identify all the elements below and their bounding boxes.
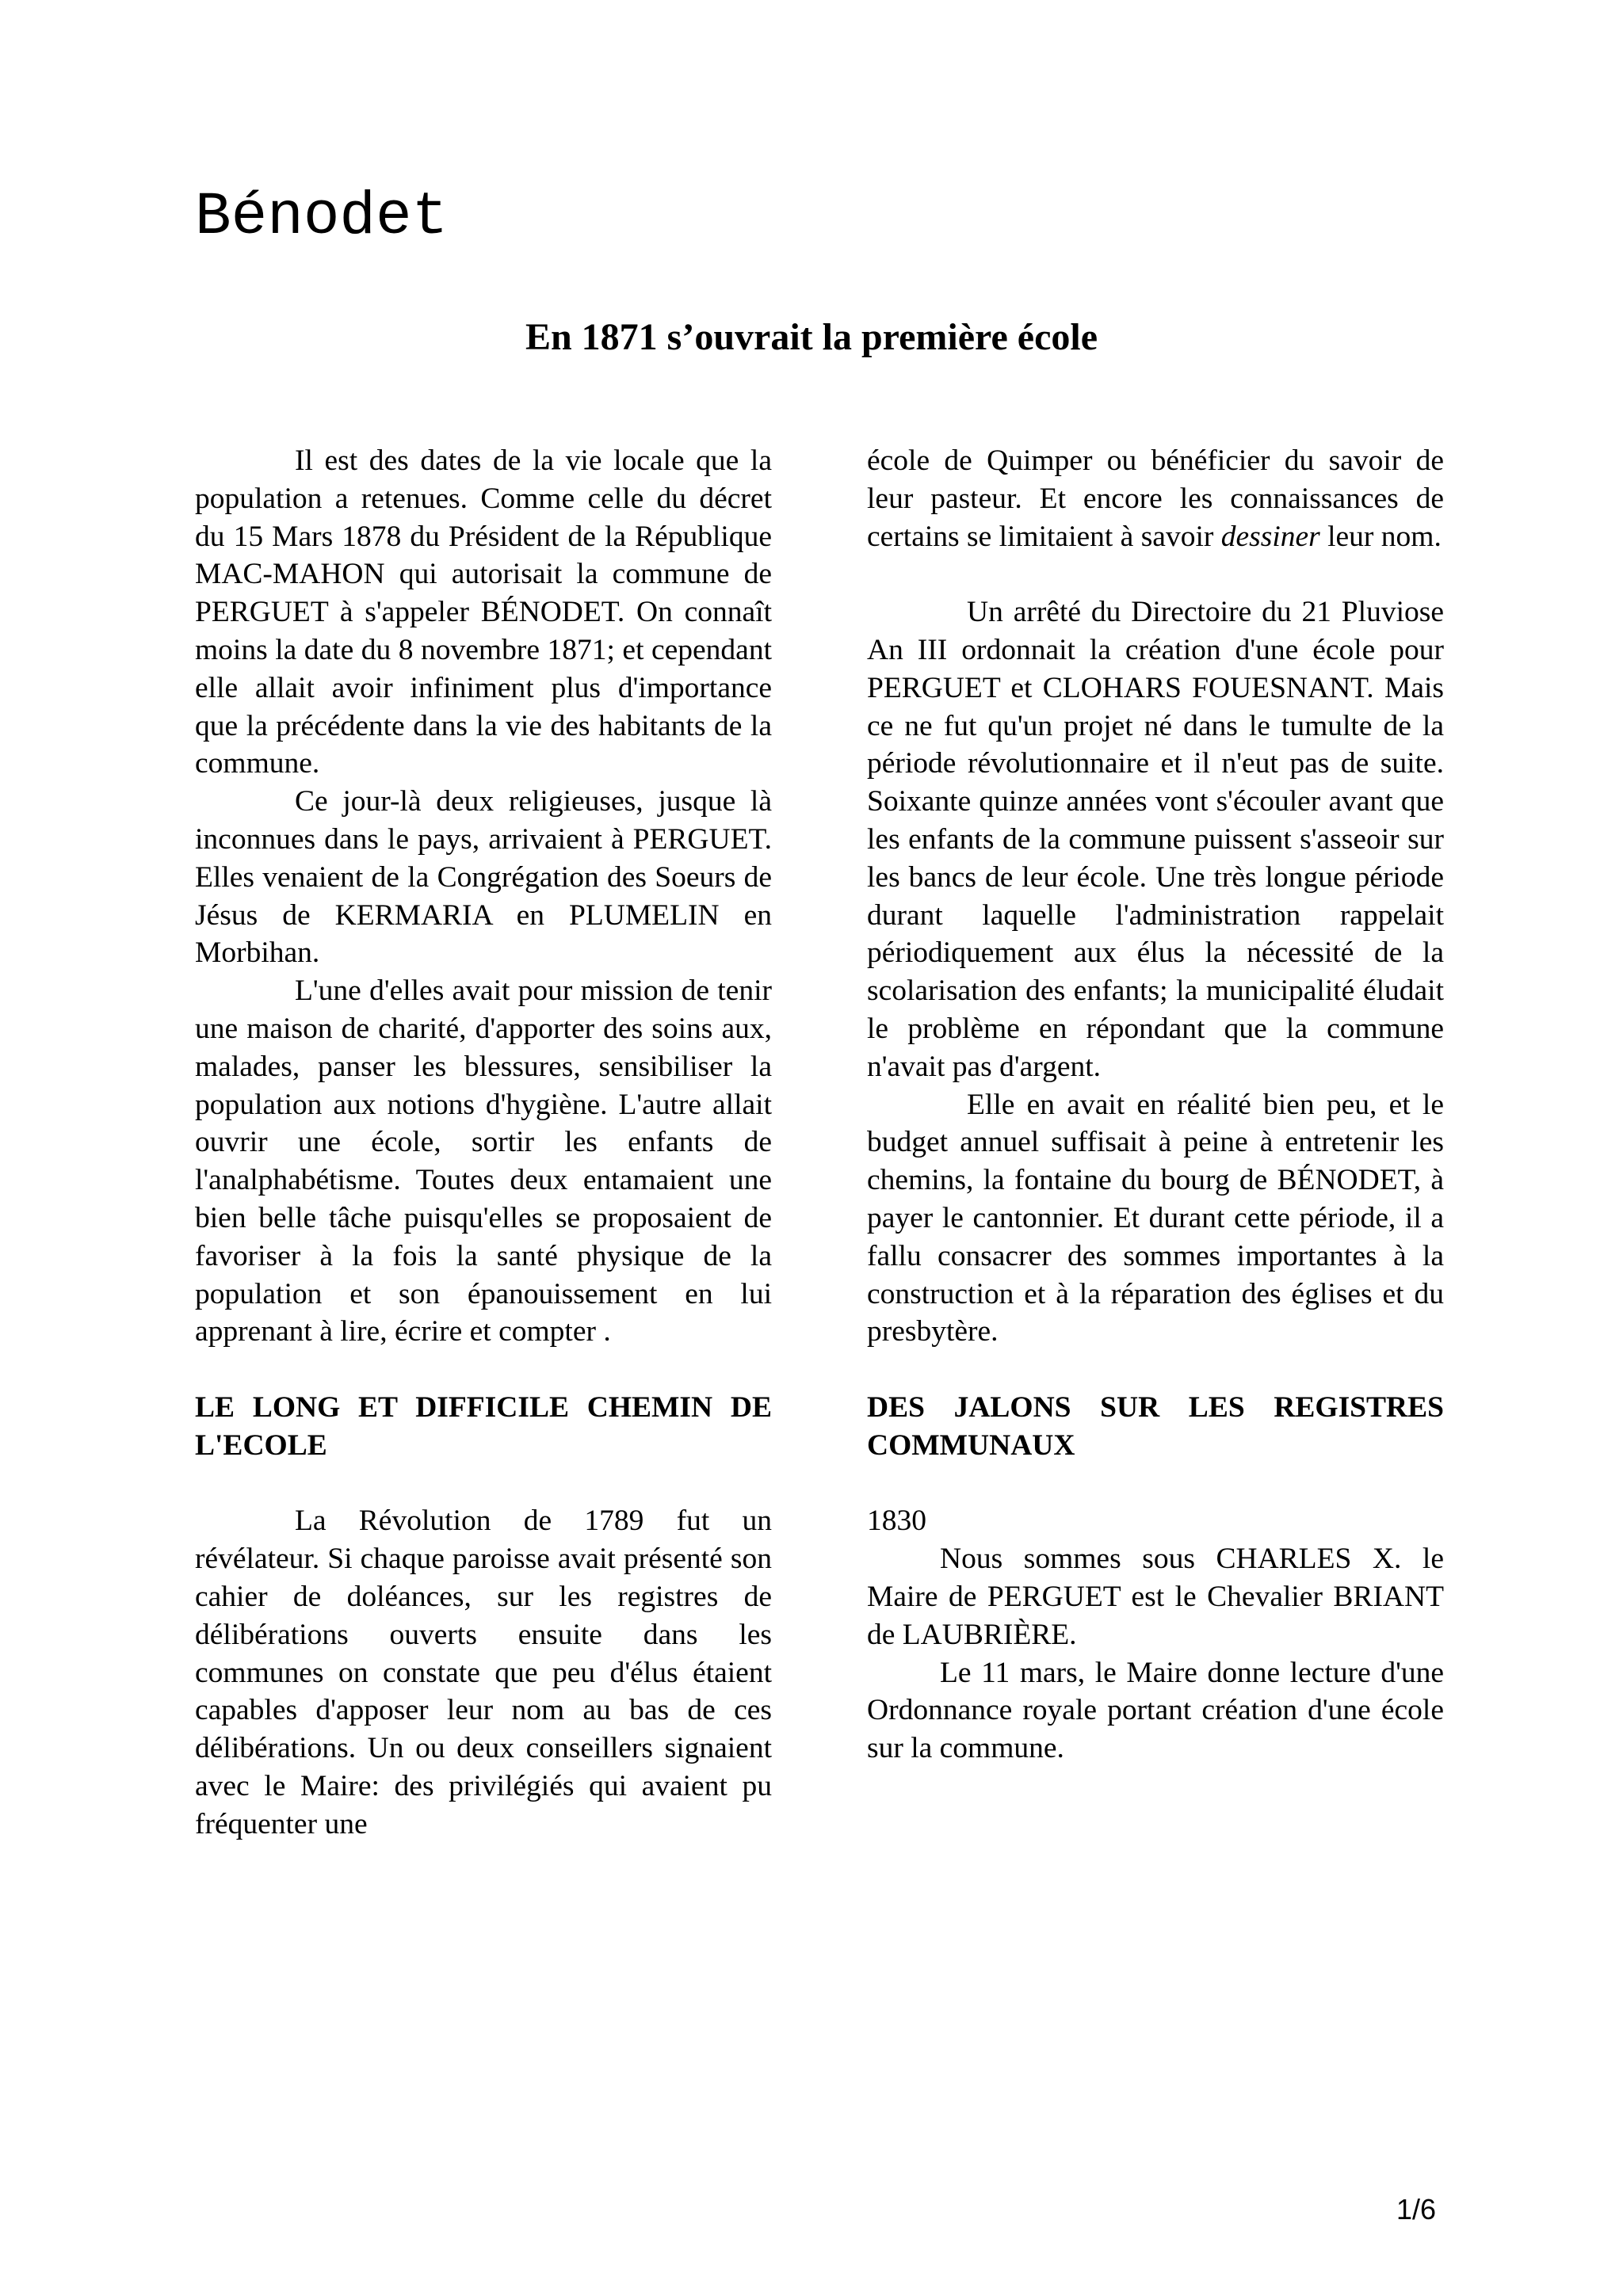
paragraph-text: école de Quimper ou bénéficier du savoir de leur pasteur. Et encore les connaissances de certains se limitaient à savoir	[867, 444, 1444, 553]
page-header-title: Bénodet	[195, 183, 449, 251]
spacer	[195, 1465, 772, 1503]
spacer	[867, 555, 1444, 593]
paragraph: Le 11 mars, le Maire donne lecture d'une Ordonnance royale portant création d'une école sur la commune.	[867, 1656, 1444, 1765]
paragraph: Ce jour-là deux religieuses, jusque là inconnues dans le pays, arrivaient à PERGUET. Elles venaient de la Congrégation des Soeurs de Jésus de KERMARIA en PLUMELIN en Morbihan.	[195, 785, 772, 970]
right-column	[867, 442, 1444, 1768]
spacer	[867, 1351, 1444, 1389]
paragraph: L'une d'elles avait pour mission de tenir une maison de charité, d'apporter des soins aux, malades, panser les blessures, sensibiliser la population aux notions d'hygiène. L'autre allait ouvrir une école, sortir les enfants de l'analphabétisme. Toutes deux entamaient une bien belle tâche puisqu'elles se proposaient de favoriser à la fois la santé physique de la population et son épanouissement en lui apprenant à lire, écrire et compter .	[195, 974, 772, 1348]
year-label: 1830	[867, 1505, 926, 1538]
article-title: En 1871 s’ouvrait la première école	[525, 316, 1098, 358]
paragraph: Il est des dates de la vie locale que la population a retenues. Comme celle du décret du 15 Mars 1878 du Président de la République MAC-MAHON qui autorisait la commune de PERGUET à s'appeler BÉNODET. On connaît moins la date du 8 novembre 1871; et cependant elle allait avoir infiniment plus d'importance que la précédente dans la vie des habitants de la commune.	[195, 444, 772, 780]
paragraph: La Révolution de 1789 fut un révélateur. Si chaque paroisse avait présenté son cahier de doléances, sur les registres de délibérations ouverts ensuite dans les communes on constate que peu d'élus étaient capables d'apposer leur nom au bas de ces délibérations. Un ou deux conseillers signaient avec le Maire: des privilégiés qui avaient pu fréquenter une	[195, 1505, 772, 1840]
section-heading: LE LONG ET DIFFICILE CHEMIN DE L'ECOLE	[195, 1390, 772, 1462]
paragraph: Nous sommes sous CHARLES X. le Maire de PERGUET est le Chevalier BRIANT de LAUBRIÈRE.	[867, 1543, 1444, 1651]
paragraph-text: leur nom.	[1319, 520, 1442, 553]
spacer	[867, 1465, 1444, 1503]
left-column	[195, 442, 772, 1843]
italic-word: dessiner	[1220, 520, 1320, 553]
paragraph: Elle en avait en réalité bien peu, et le budget annuel suffisait à peine à entretenir les chemins, la fontaine du bourg de BÉNODET, à payer le cantonnier. Et durant cette période, il a fallu consacrer des sommes importantes à la construction et à la réparation des églises et du presbytère.	[867, 1088, 1444, 1348]
spacer	[195, 1351, 772, 1389]
paragraph: Un arrêté du Directoire du 21 Pluviose An III ordonnait la création d'une école pour PERGUET et CLOHARS FOUESNANT. Mais ce ne fut qu'un projet né dans le tumulte de la période révolutionnaire et il n'eut pas de suite. Soixante quinze années vont s'écouler avant que les enfants de la commune puissent s'asseoir sur les bancs de leur école. Une très longue période durant laquelle l'administration rappelait périodiquement aux élus la nécessité de la scolarisation des enfants; la municipalité éludait le problème en répondant que la commune n'avait pas d'argent.	[867, 596, 1444, 1083]
paragraph	[867, 442, 1444, 555]
page-number: 1/6	[1396, 2193, 1437, 2225]
section-heading: DES JALONS SUR LES REGISTRES COMMUNAUX	[867, 1390, 1444, 1462]
